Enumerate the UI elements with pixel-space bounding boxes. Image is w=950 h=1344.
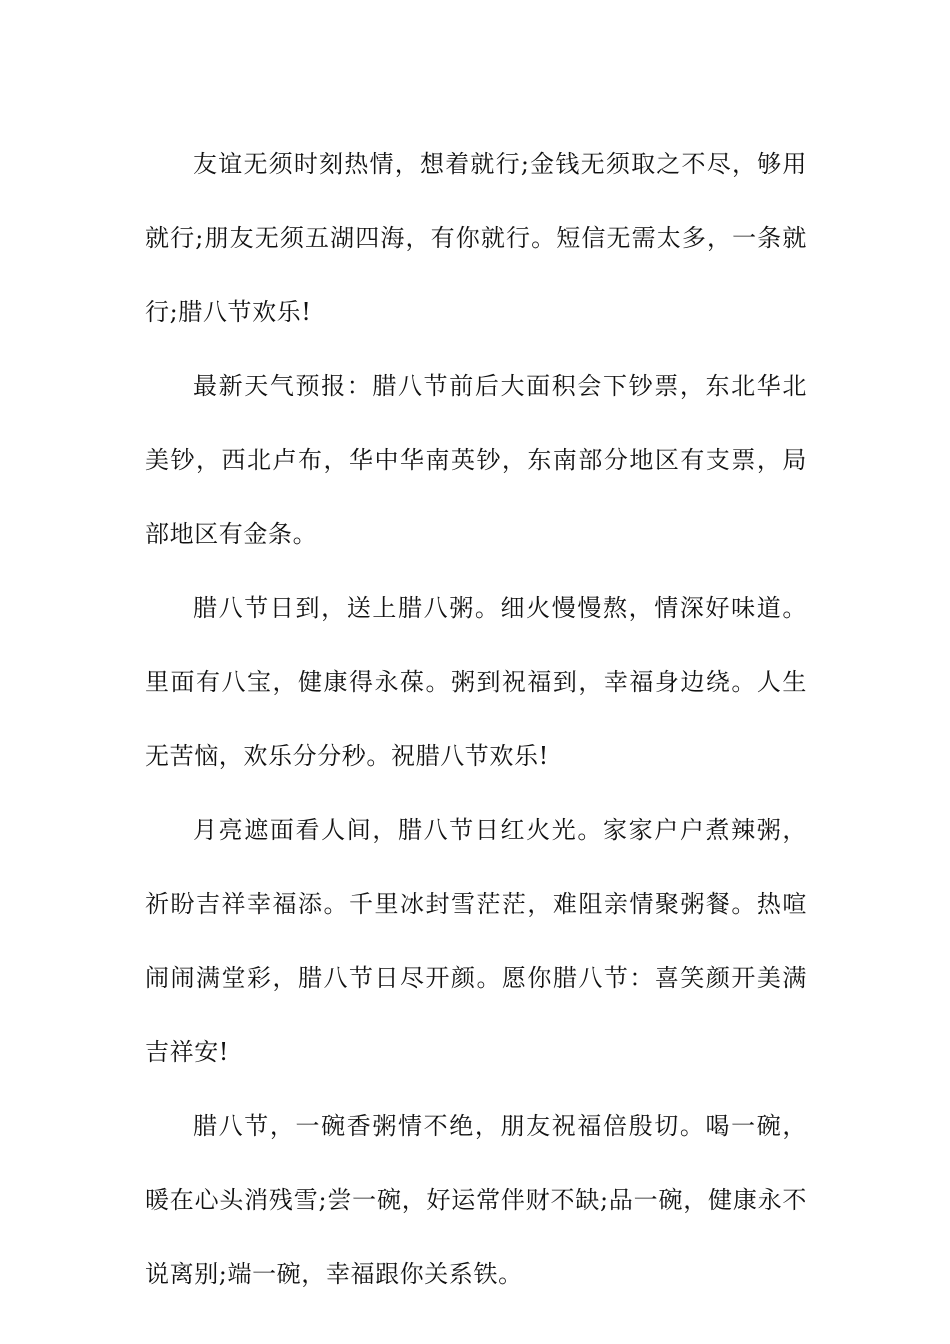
paragraph-friendship: 友谊无须时刻热情，想着就行;金钱无须取之不尽，够用就行;朋友无须五湖四海，有你就行。短信无需太多，一条就行;腊八节欢乐! xyxy=(145,150,807,326)
paragraph-bowl-of-porridge: 腊八节，一碗香粥情不绝，朋友祝福倍殷切。喝一碗，暖在心头消残雪;尝一碗，好运常伴财不缺;品一碗，健康永不说离别;端一碗，幸福跟你关系铁。 xyxy=(145,1112,807,1288)
document-body xyxy=(145,127,807,1311)
paragraph-laba-porridge: 腊八节日到，送上腊八粥。细火慢慢熬，情深好味道。里面有八宝，健康得永葆。粥到祝福到，幸福身边绕。人生无苦恼，欢乐分分秒。祝腊八节欢乐! xyxy=(145,594,807,770)
paragraph-weather-forecast: 最新天气预报：腊八节前后大面积会下钞票，东北华北美钞，西北卢布，华中华南英钞，东南部分地区有支票，局部地区有金条。 xyxy=(145,372,807,548)
paragraph-moon: 月亮遮面看人间，腊八节日红火光。家家户户煮辣粥，祈盼吉祥幸福添。千里冰封雪茫茫，难阻亲情聚粥餐。热喧闹闹满堂彩，腊八节日尽开颜。愿你腊八节：喜笑颜开美满吉祥安! xyxy=(145,816,807,1066)
